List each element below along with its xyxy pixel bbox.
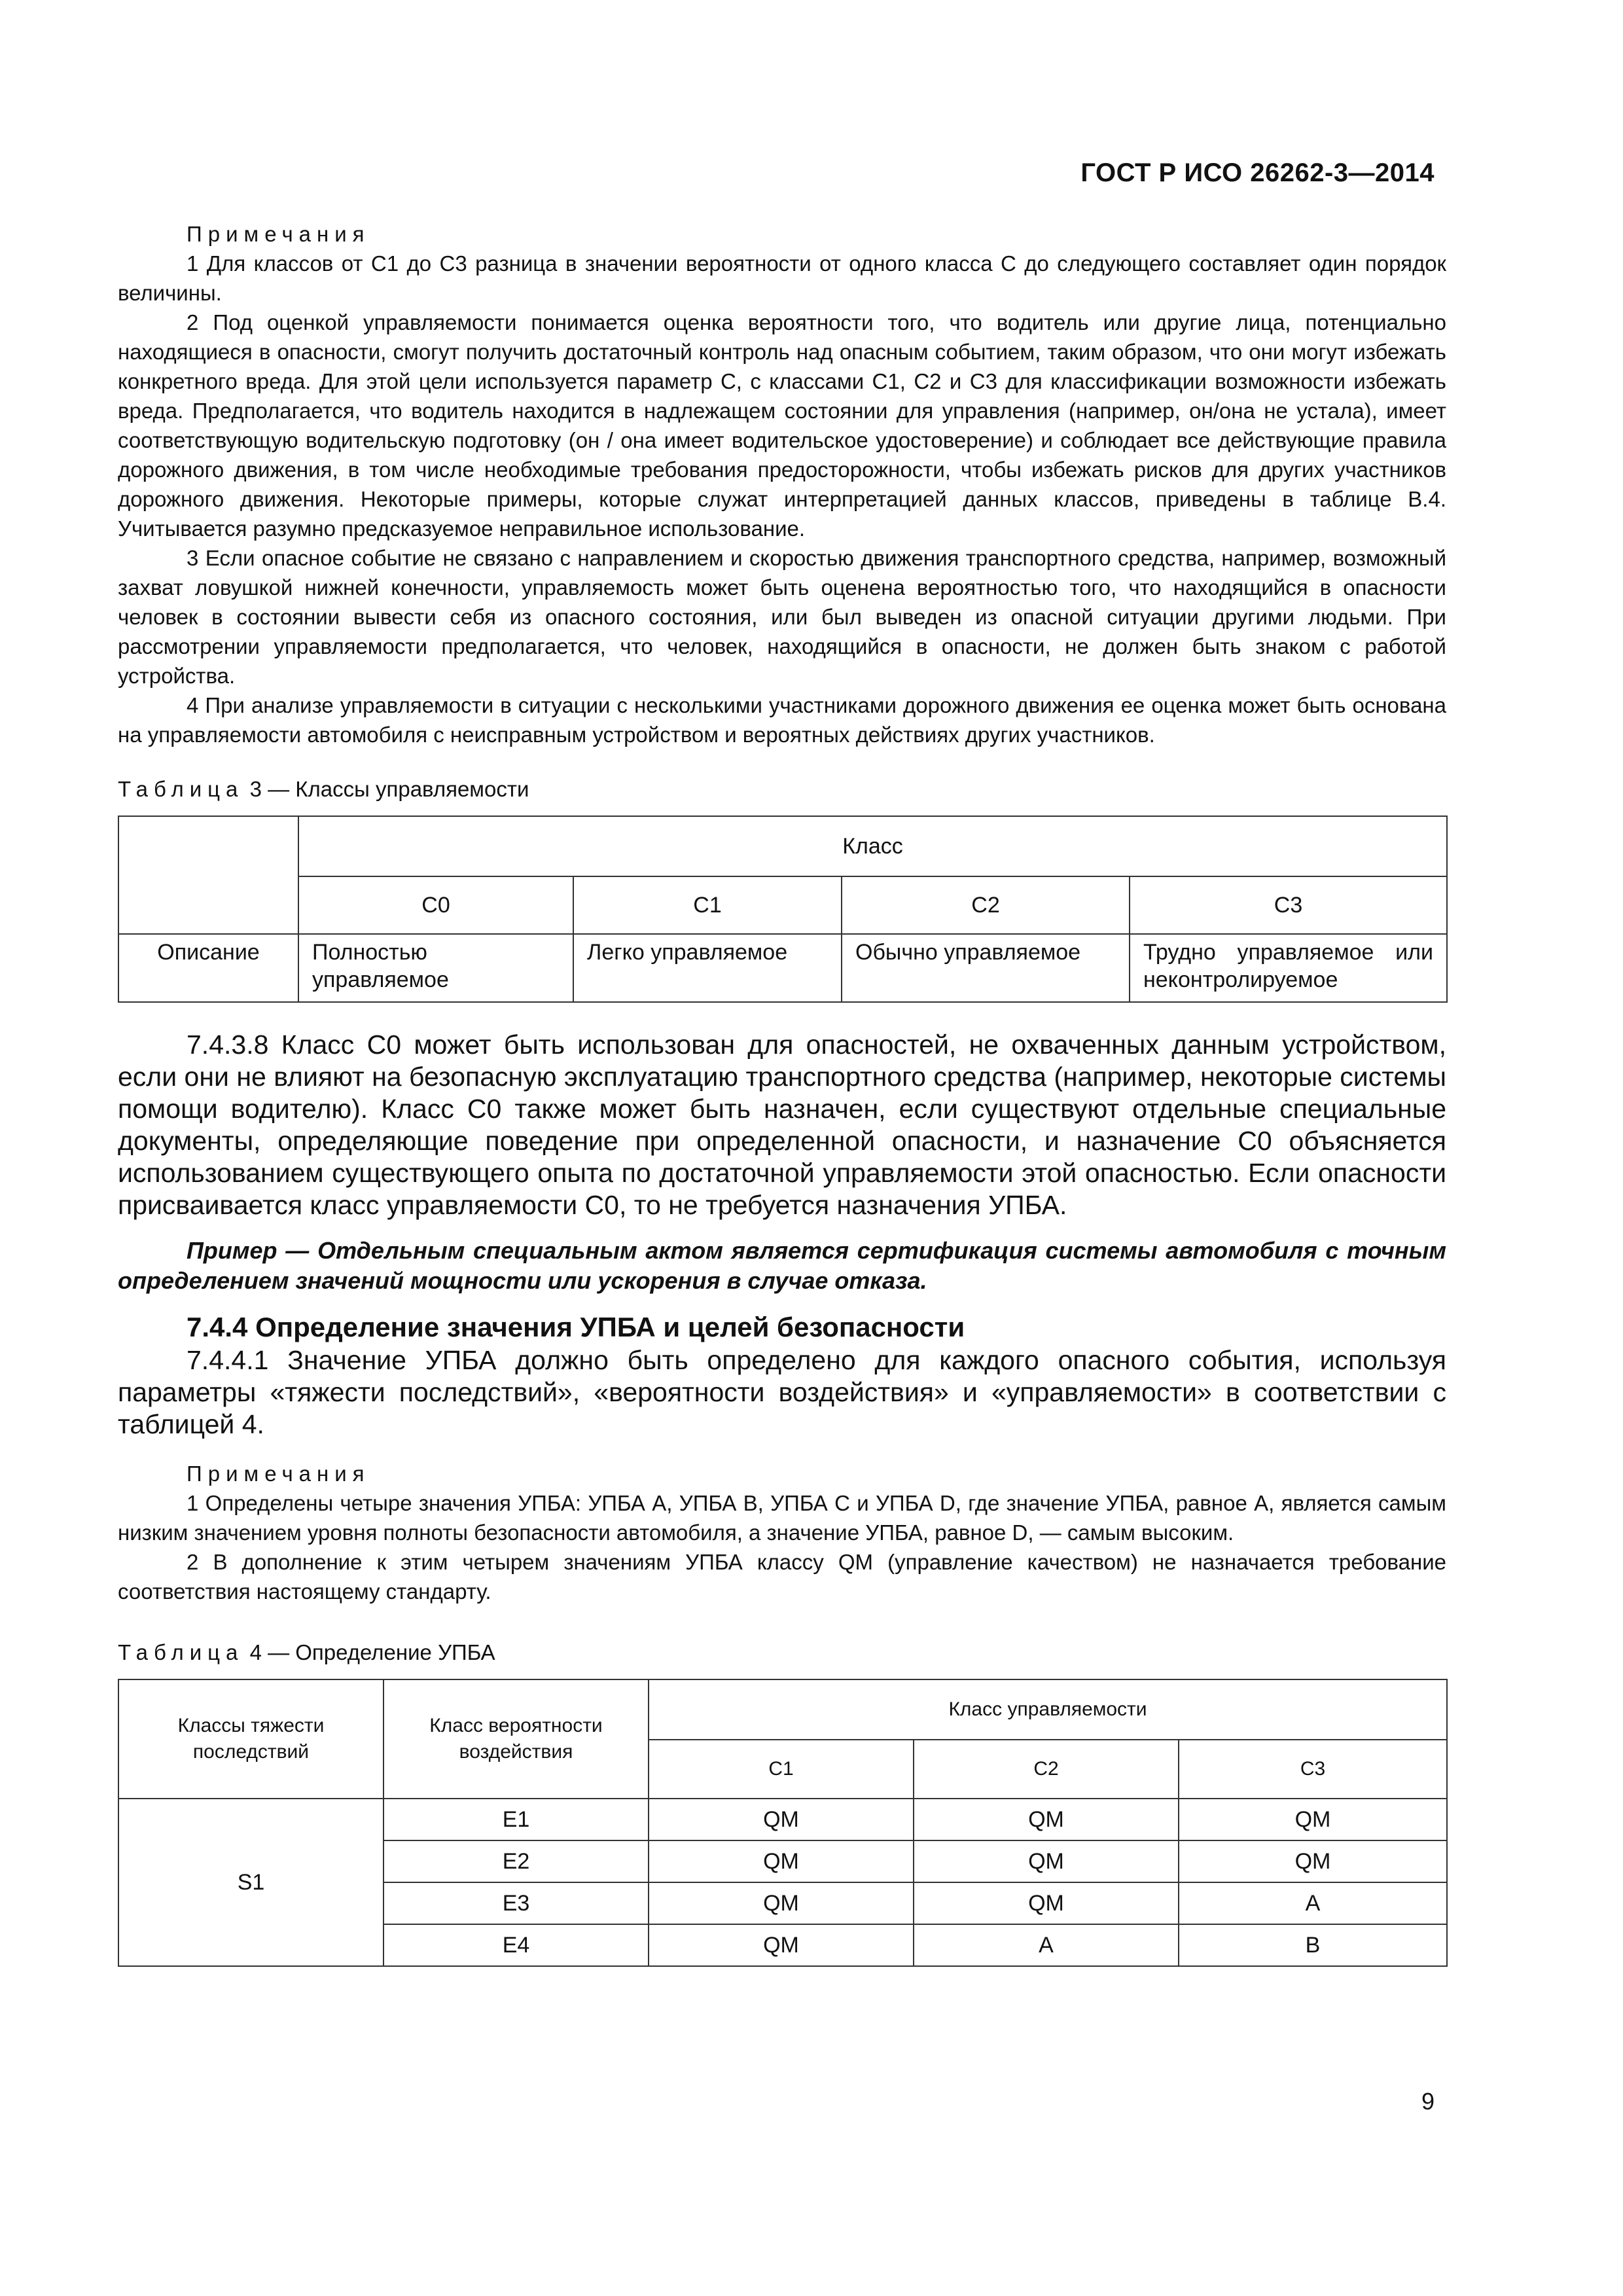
table-4-control-col: С1 xyxy=(649,1740,914,1799)
page-number: 9 xyxy=(1421,2088,1435,2115)
table-3-cell: Трудно управляемое или неконтролируемое xyxy=(1130,934,1447,1002)
note-item: 2 В дополнение к этим четырем значениям УПБА классу QM (управление качеством) не назначается требование соответствия настоящему стандарту. xyxy=(118,1550,1446,1604)
table-4-header-controllability: Класс управляемости xyxy=(649,1679,1447,1740)
example-text: Пример — Отдельным специальным актом является сертификация системы автомобиля с точным определением значений мощности или ускорения в случае отказа. xyxy=(118,1237,1446,1294)
table-4-caption-label: Таблица xyxy=(118,1640,244,1664)
table-3-caption-text: 3 — Классы управляемости xyxy=(249,777,529,801)
table-3-controllability-classes xyxy=(118,816,1448,1003)
table-4-severity-cell: S1 xyxy=(118,1799,383,1966)
table-4-caption-text: 4 — Определение УПБА xyxy=(249,1640,495,1664)
table-4-header-severity: Классы тяжести последствий xyxy=(118,1679,383,1799)
table-4-value-cell: QM xyxy=(649,1882,914,1924)
notes-title: Примечания xyxy=(187,1462,370,1486)
table-4-exposure-cell: E3 xyxy=(383,1882,649,1924)
table-4-value-cell: QM xyxy=(914,1799,1179,1840)
standard-code-header: ГОСТ Р ИСО 26262-3—2014 xyxy=(1080,158,1435,187)
table-4-value-cell: QM xyxy=(649,1799,914,1840)
table-3-class-header: Класс xyxy=(298,816,1447,876)
table-4-value-cell: A xyxy=(1179,1882,1447,1924)
table-4-value-cell: QM xyxy=(914,1882,1179,1924)
example-block xyxy=(118,1236,1446,1296)
notes-block-1 xyxy=(118,219,1446,749)
table-3-cell: Полностью управляемое xyxy=(298,934,573,1002)
notes-block-2 xyxy=(118,1459,1446,1606)
table-3-caption xyxy=(118,774,1446,804)
table-4-value-cell: QM xyxy=(1179,1840,1447,1882)
table-4-exposure-cell: E2 xyxy=(383,1840,649,1882)
section-7-4-4-1 xyxy=(118,1344,1446,1441)
table-4-value-cell: QM xyxy=(649,1840,914,1882)
table-3-empty-corner xyxy=(118,816,298,934)
table-4-header-exposure: Класс вероятности воздействия xyxy=(383,1679,649,1799)
paragraph-7-4-3-8: 7.4.3.8 Класс С0 может быть использован для опасностей, не охваченных данным устройством, если они не влияют на безопасную эксплуатацию транспортного средства (например, некоторые системы помощи водителю). Класс С0 также может быть назначен, если существуют отдельные специальные документы, определяющие поведение при определенной опасности, и назначение С0 объясняется использованием существующего опыта по достаточной управляемости этой опасностью. Если опасности присваивается класс управляемости С0, то не требуется назначения УПБА. xyxy=(118,1030,1446,1220)
table-4-value-cell: A xyxy=(914,1924,1179,1966)
note-item: 1 Определены четыре значения УПБА: УПБА А, УПБА В, УПБА С и УПБА D, где значение УПБА, равное А, является самым низким значением уровня полноты безопасности автомобиля, а значение УПБА, равное D, — самым высоким. xyxy=(118,1491,1446,1545)
table-4-control-col: С3 xyxy=(1179,1740,1447,1799)
heading-text: 7.4.4 Определение значения УПБА и целей безопасности xyxy=(187,1312,965,1342)
table-3-row-label: Описание xyxy=(118,934,298,1002)
table-4-control-col: С2 xyxy=(914,1740,1179,1799)
table-3-col-header: С2 xyxy=(842,876,1130,934)
table-3-col-header: С0 xyxy=(298,876,573,934)
table-4-value-cell: QM xyxy=(649,1924,914,1966)
notes-title: Примечания xyxy=(187,222,370,246)
table-4-exposure-cell: E1 xyxy=(383,1799,649,1840)
table-4-exposure-cell: E4 xyxy=(383,1924,649,1966)
note-item: 1 Для классов от С1 до С3 разница в значении вероятности от одного класса С до следующего составляет один порядок величины. xyxy=(118,251,1446,305)
page-content xyxy=(118,219,1446,1967)
table-3-caption-label: Таблица xyxy=(118,777,244,801)
table-4-value-cell: B xyxy=(1179,1924,1447,1966)
note-item: 3 Если опасное событие не связано с направлением и скоростью движения транспортного средства, например, возможный захват ловушкой нижней конечности, управляемость может быть оценена вероятностью того, что находящийся в опасности человек в состоянии вывести себя из опасного состояния, или был выведен из опасной ситуации другими людьми. При рассмотрении управляемости предполагается, что человек, находящийся в опасности, не должен быть знаком с работой устройства. xyxy=(118,546,1446,688)
table-3-col-header: С1 xyxy=(573,876,842,934)
section-heading-7-4-4 xyxy=(118,1310,1446,1344)
table-4-caption xyxy=(118,1638,1446,1667)
section-7-4-3-8 xyxy=(118,1029,1446,1221)
note-item: 4 При анализе управляемости в ситуации с несколькими участниками дорожного движения ее оценка может быть основана на управляемости автомобиля с неисправным устройством и вероятных действиях других участников. xyxy=(118,693,1446,747)
table-4-asil-determination xyxy=(118,1679,1448,1967)
table-4-value-cell: QM xyxy=(1179,1799,1447,1840)
table-3-col-header: С3 xyxy=(1130,876,1447,934)
note-item: 2 Под оценкой управляемости понимается оценка вероятности того, что водитель или другие лица, потенциально находящиеся в опасности, смогут получить достаточный контроль над опасным событием, таким образом, что они могут избежать конкретного вреда. Для этой цели используется параметр С, с классами С1, С2 и С3 для классификации возможности избежать вреда. Предполагается, что водитель находится в надлежащем состоянии для управления (например, он/она не устала), имеет соответствующую водительскую подготовку (он / она имеет водительское удостоверение) и соблюдает все действующие правила дорожного движения, в том числе необходимые требования предосторожности, чтобы избежать рисков для других участников дорожного движения. Некоторые примеры, которые служат интерпретацией данных классов, приведены в таблице В.4. Учитывается разумно предсказуемое неправильное использование. xyxy=(118,310,1446,541)
table-3-cell: Обычно управляемое xyxy=(842,934,1130,1002)
table-4-value-cell: QM xyxy=(914,1840,1179,1882)
table-3-cell: Легко управляемое xyxy=(573,934,842,1002)
paragraph-7-4-4-1: 7.4.4.1 Значение УПБА должно быть определено для каждого опасного события, используя параметры «тяжести последствий», «вероятности воздействия» и «управляемости» в соответствии с таблицей 4. xyxy=(118,1345,1446,1439)
